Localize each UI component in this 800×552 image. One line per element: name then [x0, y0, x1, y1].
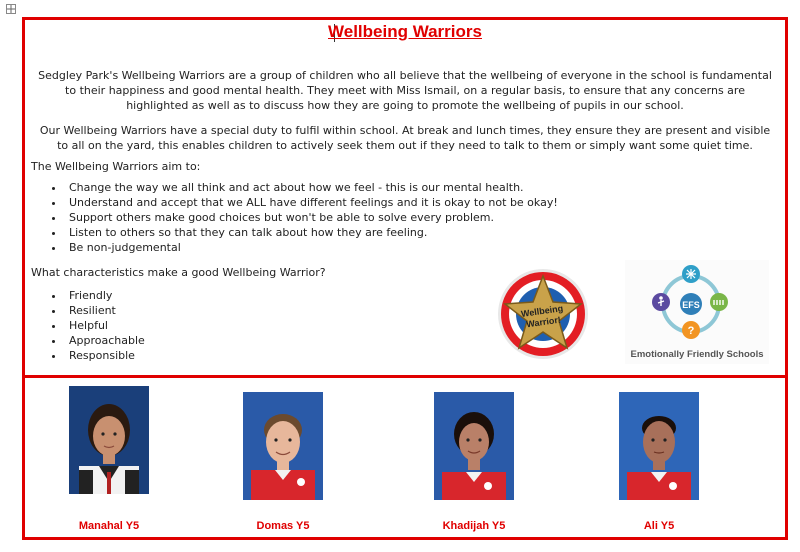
characteristics-list [31, 288, 145, 363]
table-move-handle[interactable] [6, 4, 16, 14]
wellbeing-warrior-badge [497, 268, 589, 360]
intro-paragraph: Sedgley Park's Wellbeing Warriors are a group of children who all believe that the wellbeing of everyone in the school is fundamental to their happiness and good mental health. They meet with Miss Ismail, on a regular basis, to ensure that any concerns are highlighted as well as to discuss how they are going to promote the wellbeing of pupils in our school. [38, 69, 772, 112]
info-cell[interactable] [25, 20, 785, 375]
list-item: • Helpful [65, 318, 145, 333]
pupil-name: Manahal Y5 [78, 520, 140, 532]
efs-diagram-icon [625, 260, 769, 344]
pupil-photo [69, 386, 149, 494]
efs-label: Emotionally Friendly Schools [630, 349, 764, 360]
pupil-card [414, 386, 534, 532]
pupils-cell[interactable] [25, 378, 785, 537]
pupil-photo [619, 392, 699, 500]
pupil-card [599, 386, 719, 532]
list-item: • Responsible [65, 348, 145, 363]
svg-text:?: ? [687, 325, 695, 337]
pupil-photo [243, 392, 323, 500]
list-item: • Friendly [65, 288, 145, 303]
aims-heading: The Wellbeing Warriors aim to: [31, 160, 201, 173]
badge-text-line-2: Warrior! [525, 314, 562, 330]
pupil-photo [434, 392, 514, 500]
aims-list [31, 180, 558, 255]
pupil-name: Domas Y5 [256, 520, 310, 532]
efs-center-text: EFS [682, 300, 700, 310]
list-item: • Change the way we all think and act about how we feel - this is our mental health. [65, 180, 558, 195]
characteristics-heading: What characteristics make a good Wellbeing Warrior? [31, 266, 326, 279]
pupil-card [49, 386, 169, 532]
efs-logo [625, 260, 769, 364]
badge-text-line-1: Wellbeing [520, 303, 564, 319]
list-item: • Understand and accept that we ALL have different feelings and it is okay to not be okay! [65, 195, 558, 210]
pupil-card [223, 386, 343, 532]
duty-paragraph: Our Wellbeing Warriors have a special duty to fulfil within school. At break and lunch times, they ensure they are present and visible to all on the yard, this enables children to actively seek them out if they need to talk to them or simply want some quiet time. [39, 124, 771, 152]
pupil-name: Ali Y5 [643, 520, 675, 532]
list-item: • Be non-judgemental [65, 240, 558, 255]
list-item: • Resilient [65, 303, 145, 318]
list-item: • Listen to others so that they can talk about how they are feeling. [65, 225, 558, 240]
content-table [22, 17, 788, 540]
page-title: Wellbeing Warriors [328, 22, 482, 41]
pupil-name: Khadijah Y5 [442, 520, 506, 532]
list-item: • Support others make good choices but won't be able to solve every problem. [65, 210, 558, 225]
move-arrows-icon [7, 5, 15, 13]
list-item: • Approachable [65, 333, 145, 348]
